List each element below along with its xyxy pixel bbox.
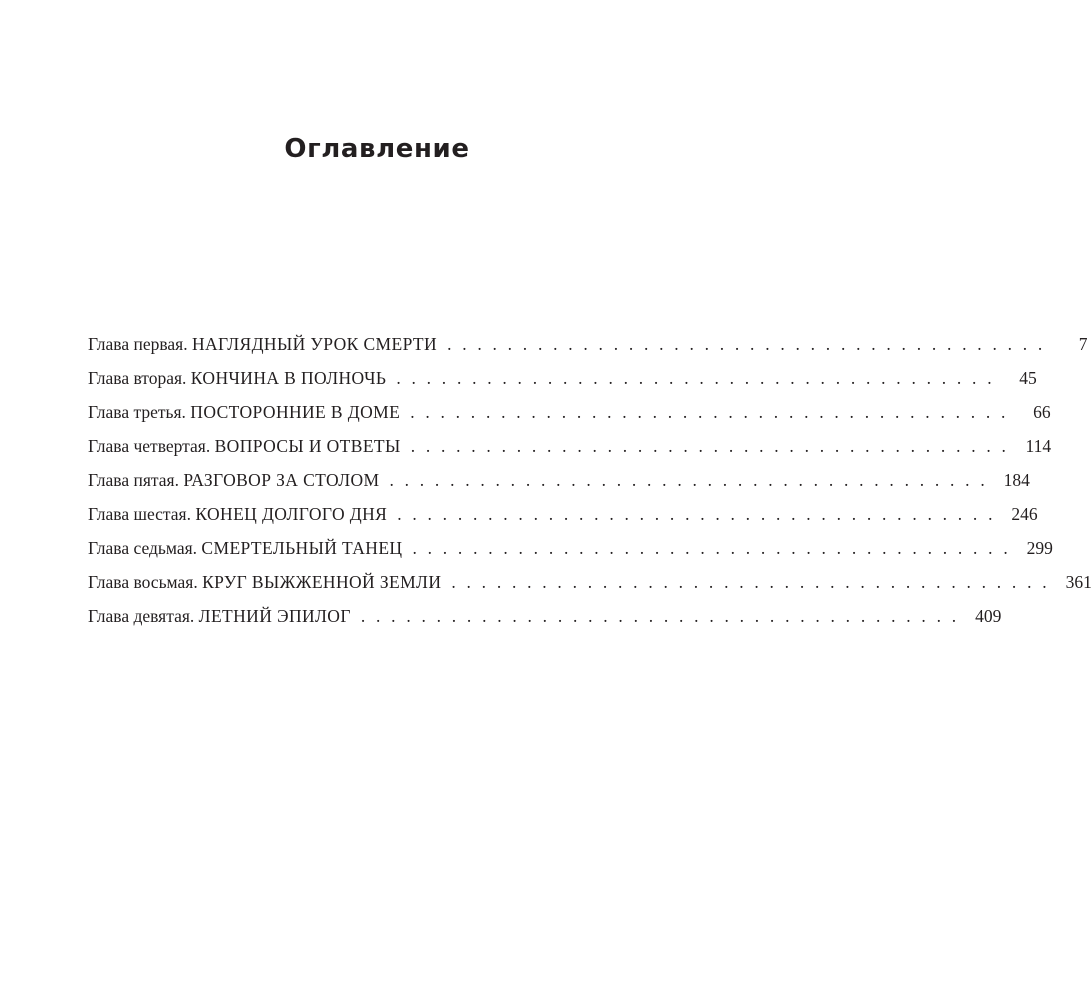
- dot-leader: . . . . . . . . . . . . . . . . . . . . . . . . . . . . . . . . . . . . . . . .: [397, 504, 996, 524]
- chapter-number: Глава пятая.: [88, 470, 179, 490]
- chapter-title: ПОСТОРОННИЕ В ДОМЕ: [190, 402, 401, 422]
- page-title: Оглавление: [284, 134, 470, 165]
- chapter-number: Глава четвертая.: [88, 436, 211, 456]
- toc-entry[interactable]: [88, 501, 1038, 535]
- chapter-number: Глава восьмая.: [88, 572, 198, 592]
- toc-entry[interactable]: [88, 535, 1053, 569]
- chapter-number: Глава шестая.: [88, 504, 191, 524]
- page-number: 361: [1065, 572, 1092, 592]
- toc-entry[interactable]: [88, 365, 1037, 399]
- dot-leader: . . . . . . . . . . . . . . . . . . . . . . . . . . . . . . . . . . . . . . . .: [451, 572, 1050, 592]
- entry-label: [88, 331, 437, 357]
- entry-label: [88, 501, 387, 527]
- entry-label: [88, 365, 386, 391]
- dot-leader: . . . . . . . . . . . . . . . . . . . . . . . . . . . . . . . . . . . . . . . .: [360, 606, 960, 626]
- toc-entry[interactable]: [88, 331, 1088, 365]
- entry-label: [88, 535, 402, 561]
- table-of-contents: [88, 331, 1092, 637]
- toc-entry[interactable]: [88, 467, 1030, 501]
- entry-label: [88, 603, 351, 629]
- toc-entry[interactable]: [88, 399, 1051, 433]
- chapter-number: Глава третья.: [88, 402, 186, 422]
- toc-entry[interactable]: [88, 603, 1002, 637]
- entry-label: [88, 433, 401, 459]
- dot-leader: . . . . . . . . . . . . . . . . . . . . . . . . . . . . . . . . . . . . . . . .: [389, 470, 988, 490]
- chapter-title: КОНЧИНА В ПОЛНОЧЬ: [190, 368, 387, 388]
- page-number: 184: [1003, 470, 1030, 490]
- page-number: 66: [1033, 402, 1051, 422]
- entry-label: [88, 569, 441, 595]
- chapter-title: НАГЛЯДНЫЙ УРОК СМЕРТИ: [191, 334, 438, 354]
- page-number: 7: [1078, 334, 1088, 354]
- entry-label: [88, 399, 400, 425]
- chapter-number: Глава седьмая.: [88, 538, 198, 558]
- page-number: 409: [975, 606, 1002, 626]
- page-number: 114: [1025, 436, 1052, 456]
- chapter-title: ВОПРОСЫ И ОТВЕТЫ: [214, 436, 401, 456]
- chapter-title: РАЗГОВОР ЗА СТОЛОМ: [183, 470, 380, 490]
- chapter-title: СМЕРТЕЛЬНЫЙ ТАНЕЦ: [201, 538, 403, 558]
- page-number: 45: [1019, 368, 1037, 388]
- dot-leader: . . . . . . . . . . . . . . . . . . . . . . . . . . . . . . . . . . . . . . . .: [410, 402, 1009, 422]
- chapter-number: Глава первая.: [88, 334, 188, 354]
- dot-leader: . . . . . . . . . . . . . . . . . . . . . . . . . . . . . . . . . . . . . . . .: [412, 538, 1011, 558]
- chapter-number: Глава девятая.: [88, 606, 195, 626]
- chapter-title: КРУГ ВЫЖЖЕННОЙ ЗЕМЛИ: [202, 572, 442, 592]
- dot-leader: . . . . . . . . . . . . . . . . . . . . . . . . . . . . . . . . . . . . . . . .: [447, 334, 1046, 354]
- toc-entry[interactable]: [88, 569, 1092, 603]
- chapter-title: КОНЕЦ ДОЛГОГО ДНЯ: [195, 504, 388, 524]
- entry-label: [88, 467, 379, 493]
- page-number: 299: [1026, 538, 1053, 558]
- dot-leader: . . . . . . . . . . . . . . . . . . . . . . . . . . . . . . . . . . . . . . . .: [396, 368, 995, 388]
- page-number: 246: [1011, 504, 1038, 524]
- toc-entry[interactable]: [88, 433, 1052, 467]
- chapter-title: ЛЕТНИЙ ЭПИЛОГ: [198, 606, 351, 626]
- dot-leader: . . . . . . . . . . . . . . . . . . . . . . . . . . . . . . . . . . . . . . . .: [410, 436, 1010, 456]
- chapter-number: Глава вторая.: [88, 368, 187, 388]
